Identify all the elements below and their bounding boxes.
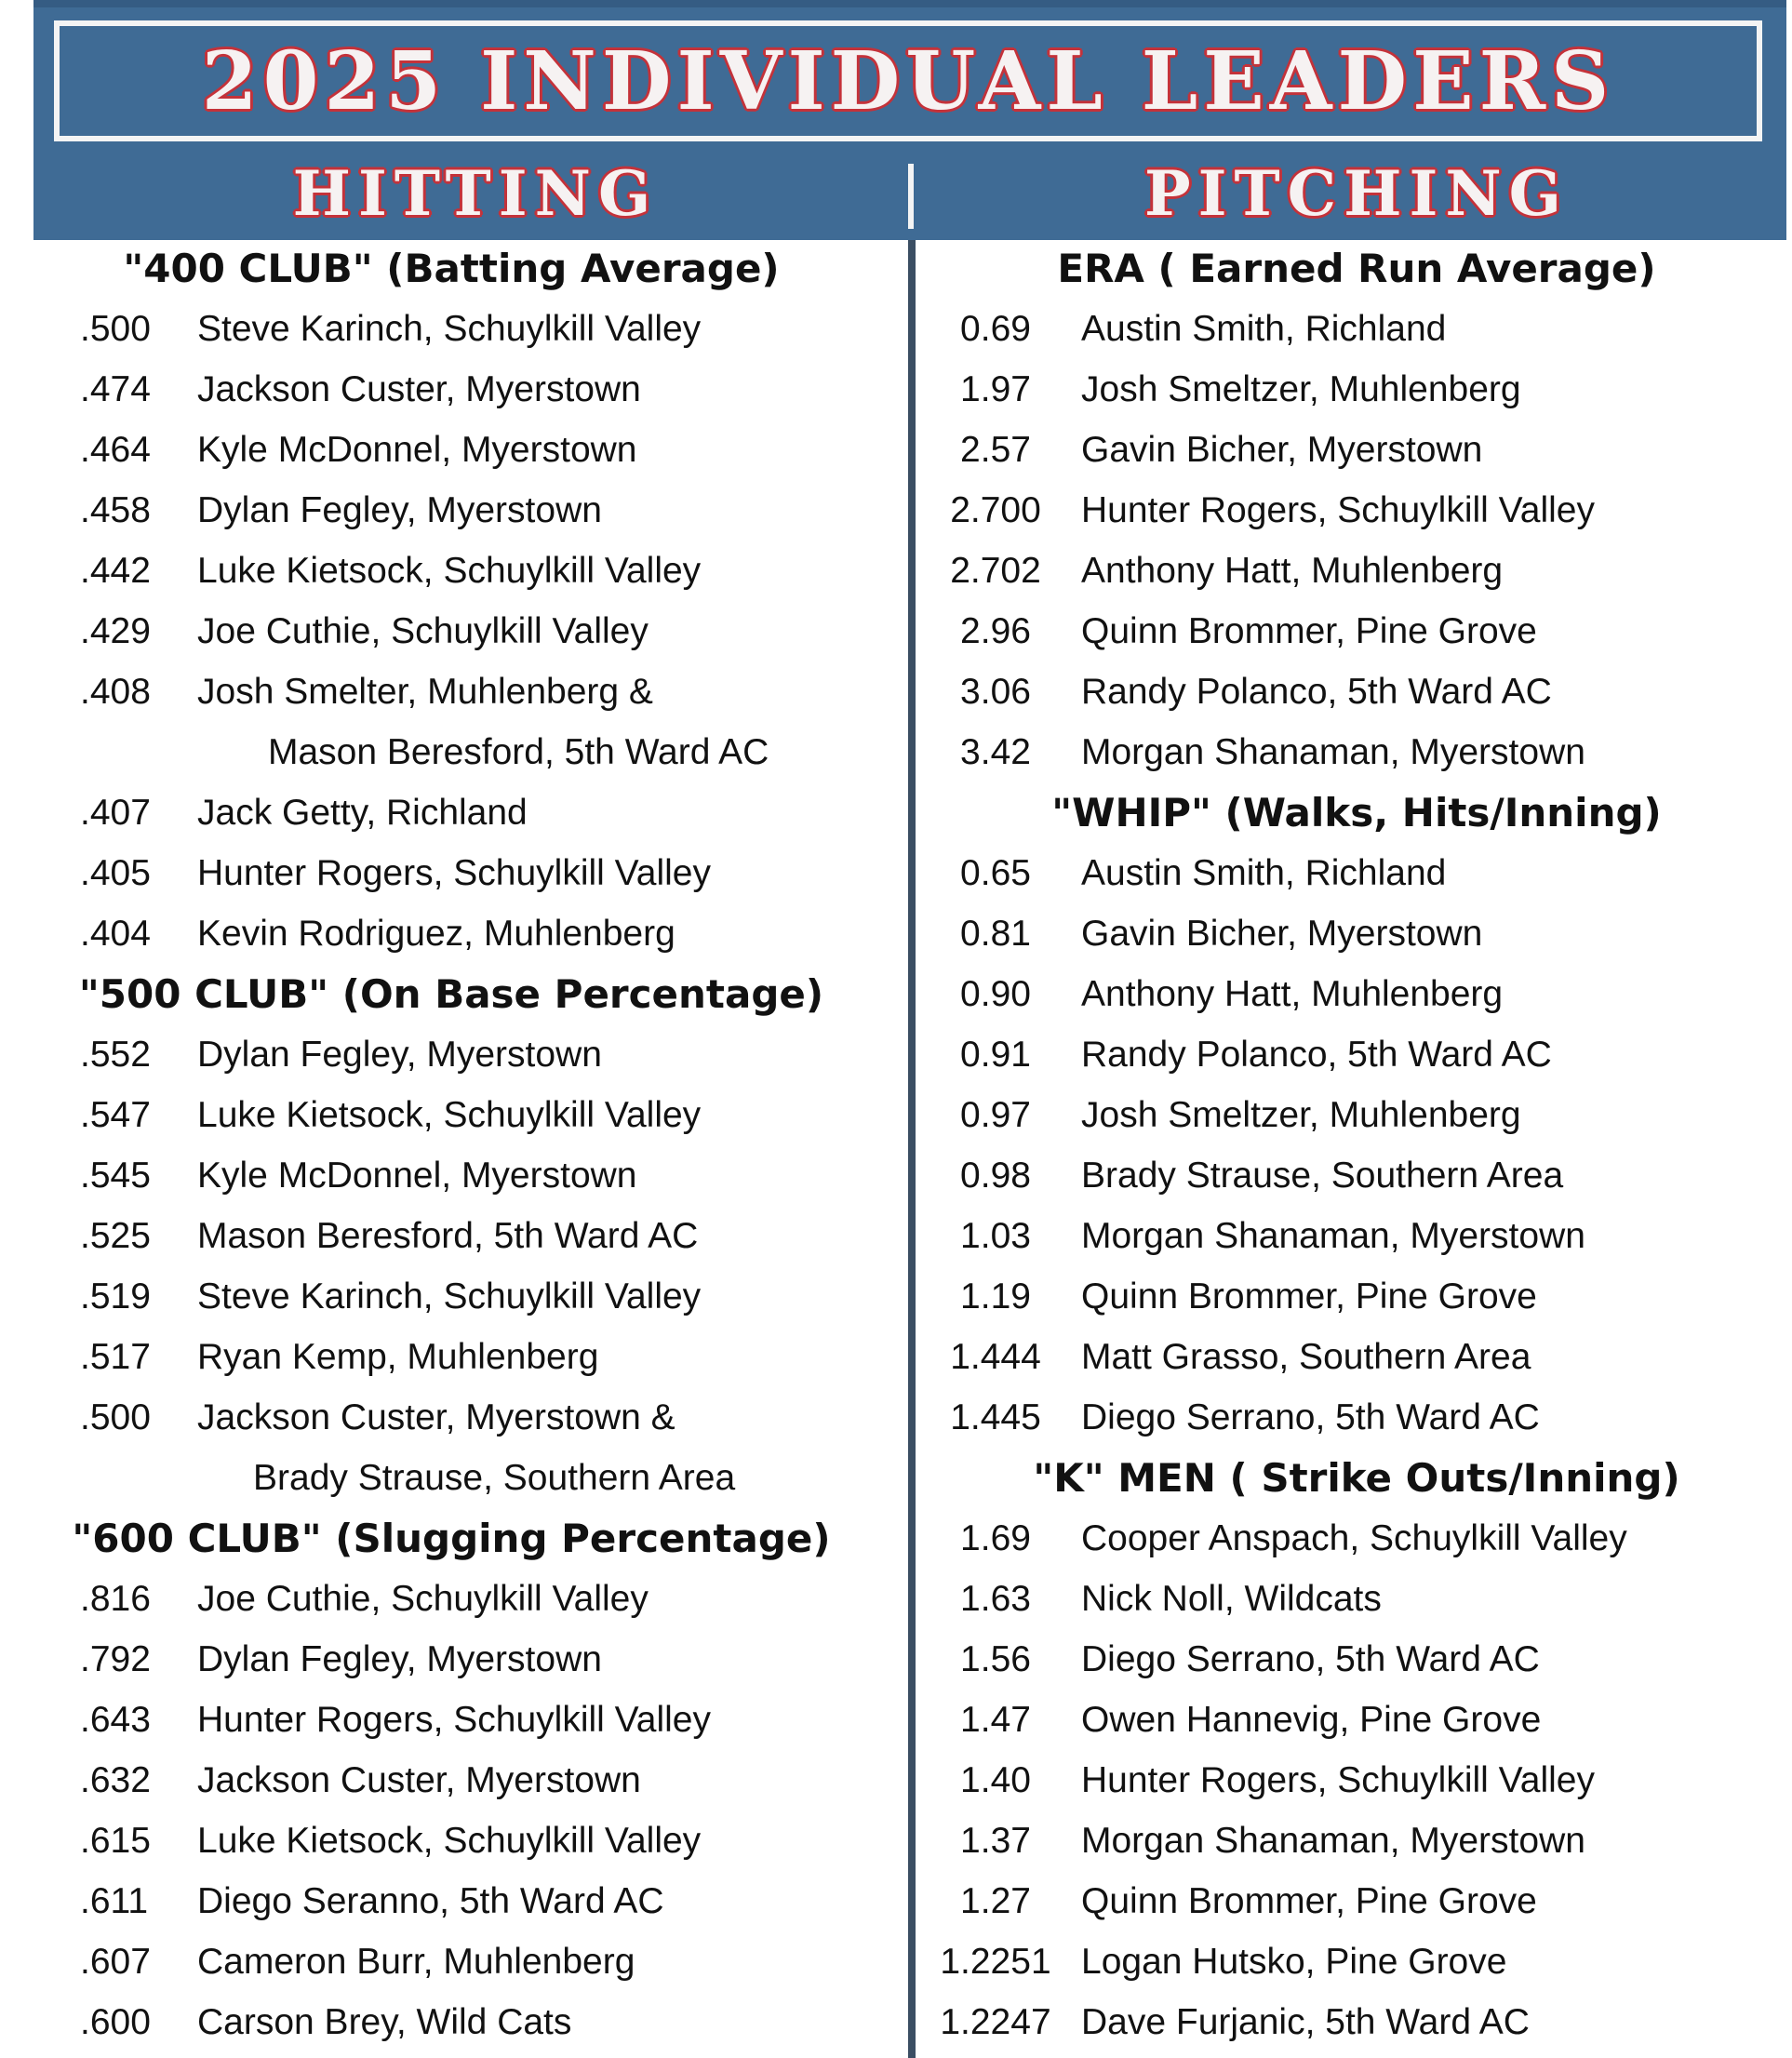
leader-row bbox=[921, 662, 1792, 722]
player-team: Joe Cuthie, Schuylkill Valley bbox=[197, 1579, 649, 1619]
leaders-list bbox=[921, 843, 1792, 1448]
leader-row bbox=[0, 1327, 903, 1387]
leader-row bbox=[0, 1024, 903, 1085]
player-team: Gavin Bicher, Myerstown bbox=[1081, 430, 1483, 470]
header-banner bbox=[33, 0, 1786, 240]
stat-value: 1.19 bbox=[960, 1276, 1031, 1316]
stat-value: .600 bbox=[80, 2002, 151, 2042]
stat-value: .464 bbox=[80, 430, 151, 470]
stat-value: 0.69 bbox=[960, 309, 1031, 349]
leader-row bbox=[0, 782, 903, 843]
heading-divider bbox=[908, 164, 914, 229]
leader-row bbox=[921, 1387, 1792, 1448]
stat-value: .408 bbox=[80, 672, 151, 712]
leader-row bbox=[921, 1024, 1792, 1085]
player-team: Brady Strause, Southern Area bbox=[1081, 1156, 1564, 1196]
stat-value: .500 bbox=[80, 309, 151, 349]
leader-row bbox=[0, 1690, 903, 1750]
player-team: Hunter Rogers, Schuylkill Valley bbox=[1081, 490, 1595, 530]
hitting-heading: HITTING bbox=[292, 157, 659, 230]
stat-value: 0.90 bbox=[960, 974, 1031, 1014]
tie-continuation: Mason Beresford, 5th Ward AC bbox=[268, 732, 769, 772]
leader-row bbox=[921, 1327, 1792, 1387]
stat-value: .792 bbox=[80, 1639, 151, 1679]
player-team: Randy Polanco, 5th Ward AC bbox=[1081, 672, 1552, 712]
leader-row bbox=[921, 1811, 1792, 1871]
leader-row bbox=[0, 843, 903, 903]
leader-row bbox=[921, 359, 1792, 420]
leader-row bbox=[0, 1871, 903, 1931]
player-team: Hunter Rogers, Schuylkill Valley bbox=[197, 1700, 711, 1740]
player-team: Diego Seranno, 5th Ward AC bbox=[197, 1881, 664, 1921]
player-team: Anthony Hatt, Muhlenberg bbox=[1081, 974, 1504, 1014]
page-title: 2025 INDIVIDUAL LEADERS bbox=[201, 33, 1615, 128]
stat-value: 0.98 bbox=[960, 1156, 1031, 1196]
leader-row bbox=[921, 299, 1792, 359]
stat-value: .545 bbox=[80, 1156, 151, 1196]
player-team: Jackson Custer, Myerstown & bbox=[197, 1397, 675, 1437]
leaders-list bbox=[0, 1024, 903, 1448]
tie-continuation: Brady Strause, Southern Area bbox=[253, 1458, 736, 1498]
leader-row bbox=[921, 722, 1792, 782]
stat-value: 1.56 bbox=[960, 1639, 1031, 1679]
leader-row bbox=[0, 299, 903, 359]
stat-value: .632 bbox=[80, 1760, 151, 1800]
player-team: Jackson Custer, Myerstown bbox=[197, 369, 641, 409]
leader-row bbox=[921, 1931, 1792, 1992]
leader-row bbox=[921, 843, 1792, 903]
stat-value: 3.06 bbox=[960, 672, 1031, 712]
leader-row bbox=[0, 1387, 903, 1448]
player-team: Carson Brey, Wild Cats bbox=[197, 2002, 572, 2042]
stat-value: 1.27 bbox=[960, 1881, 1031, 1921]
leader-row bbox=[0, 903, 903, 964]
leader-row bbox=[0, 1145, 903, 1206]
stat-value: 2.57 bbox=[960, 430, 1031, 470]
stat-value: .615 bbox=[80, 1821, 151, 1861]
player-team: Matt Grasso, Southern Area bbox=[1081, 1337, 1531, 1377]
stat-value: 2.700 bbox=[950, 490, 1041, 530]
player-team: Dave Furjanic, 5th Ward AC bbox=[1081, 2002, 1530, 2042]
stat-value: 1.2247 bbox=[940, 2002, 1051, 2042]
player-team: Austin Smith, Richland bbox=[1081, 309, 1447, 349]
player-team: Randy Polanco, 5th Ward AC bbox=[1081, 1035, 1552, 1075]
pitching-heading: PITCHING bbox=[1143, 157, 1570, 230]
stat-value: .607 bbox=[80, 1942, 151, 1982]
leader-row bbox=[0, 1992, 903, 2052]
banner-top-line bbox=[33, 0, 1786, 7]
stat-value: 0.91 bbox=[960, 1035, 1031, 1075]
stat-value: .500 bbox=[80, 1397, 151, 1437]
leader-row bbox=[921, 1508, 1792, 1569]
player-team: Luke Kietsock, Schuylkill Valley bbox=[197, 551, 702, 591]
column-divider bbox=[908, 240, 916, 2058]
leader-row bbox=[0, 1085, 903, 1145]
player-team: Cooper Anspach, Schuylkill Valley bbox=[1081, 1518, 1627, 1558]
player-team: Luke Kietsock, Schuylkill Valley bbox=[197, 1095, 702, 1135]
player-team: Quinn Brommer, Pine Grove bbox=[1081, 1881, 1537, 1921]
stat-value: .525 bbox=[80, 1216, 151, 1256]
stat-value: .458 bbox=[80, 490, 151, 530]
section-title-strikeouts: "K" MEN ( Strike Outs/Inning) bbox=[1033, 1455, 1680, 1501]
player-team: Josh Smeltzer, Muhlenberg bbox=[1081, 1095, 1521, 1135]
player-team: Kyle McDonnel, Myerstown bbox=[197, 1156, 637, 1196]
stat-value: .552 bbox=[80, 1035, 151, 1075]
player-team: Hunter Rogers, Schuylkill Valley bbox=[197, 853, 711, 893]
player-team: Nick Noll, Wildcats bbox=[1081, 1579, 1382, 1619]
stat-value: .442 bbox=[80, 551, 151, 591]
player-team: Josh Smeltzer, Muhlenberg bbox=[1081, 369, 1521, 409]
stat-value: 1.97 bbox=[960, 369, 1031, 409]
stat-value: .407 bbox=[80, 793, 151, 833]
leader-row bbox=[0, 480, 903, 541]
leader-row bbox=[921, 1992, 1792, 2052]
player-team: Austin Smith, Richland bbox=[1081, 853, 1447, 893]
stat-value: 0.65 bbox=[960, 853, 1031, 893]
leader-row bbox=[921, 1690, 1792, 1750]
stat-value: 0.97 bbox=[960, 1095, 1031, 1135]
leader-row bbox=[921, 601, 1792, 662]
player-team: Owen Hannevig, Pine Grove bbox=[1081, 1700, 1542, 1740]
leader-row bbox=[0, 1811, 903, 1871]
stat-value: 2.96 bbox=[960, 611, 1031, 651]
stat-value: 1.2251 bbox=[940, 1942, 1051, 1982]
stat-value: .404 bbox=[80, 914, 151, 954]
leaders-list bbox=[0, 299, 903, 722]
player-team: Hunter Rogers, Schuylkill Valley bbox=[1081, 1760, 1595, 1800]
stat-value: 3.42 bbox=[960, 732, 1031, 772]
stat-value: 1.47 bbox=[960, 1700, 1031, 1740]
leader-row bbox=[921, 420, 1792, 480]
section-title-slugging-percentage: "600 CLUB" (Slugging Percentage) bbox=[72, 1516, 831, 1561]
player-team: Steve Karinch, Schuylkill Valley bbox=[197, 309, 702, 349]
stat-value: .517 bbox=[80, 1337, 151, 1377]
section-title-whip: "WHIP" (Walks, Hits/Inning) bbox=[1051, 790, 1662, 835]
section-title-era: ERA ( Earned Run Average) bbox=[1057, 246, 1656, 291]
player-team: Josh Smelter, Muhlenberg & bbox=[197, 672, 653, 712]
stat-value: .405 bbox=[80, 853, 151, 893]
pitching-column bbox=[921, 238, 1792, 2052]
player-team: Morgan Shanaman, Myerstown bbox=[1081, 1821, 1585, 1861]
leader-row bbox=[0, 662, 903, 722]
player-team: Joe Cuthie, Schuylkill Valley bbox=[197, 611, 649, 651]
stat-value: .816 bbox=[80, 1579, 151, 1619]
stat-value: 1.63 bbox=[960, 1579, 1031, 1619]
player-team: Dylan Fegley, Myerstown bbox=[197, 1639, 602, 1679]
player-team: Diego Serrano, 5th Ward AC bbox=[1081, 1639, 1540, 1679]
leader-row bbox=[0, 1931, 903, 1992]
leader-row bbox=[921, 1750, 1792, 1811]
title-frame bbox=[54, 20, 1762, 141]
player-team: Morgan Shanaman, Myerstown bbox=[1081, 1216, 1585, 1256]
leader-row bbox=[921, 541, 1792, 601]
stat-value: .643 bbox=[80, 1700, 151, 1740]
stat-value: 1.444 bbox=[950, 1337, 1041, 1377]
leader-row bbox=[0, 541, 903, 601]
leaders-list bbox=[921, 299, 1792, 782]
leader-row bbox=[921, 1145, 1792, 1206]
player-team: Steve Karinch, Schuylkill Valley bbox=[197, 1276, 702, 1316]
player-team: Jack Getty, Richland bbox=[197, 793, 528, 833]
leader-row bbox=[0, 1206, 903, 1266]
stat-value: 1.03 bbox=[960, 1216, 1031, 1256]
player-team: Morgan Shanaman, Myerstown bbox=[1081, 732, 1585, 772]
player-team: Logan Hutsko, Pine Grove bbox=[1081, 1942, 1507, 1982]
leader-row bbox=[921, 1871, 1792, 1931]
leader-row bbox=[921, 1629, 1792, 1690]
stat-value: .429 bbox=[80, 611, 151, 651]
section-title-batting-average: "400 CLUB" (Batting Average) bbox=[123, 246, 780, 291]
leader-row bbox=[921, 964, 1792, 1024]
player-team: Quinn Brommer, Pine Grove bbox=[1081, 611, 1537, 651]
stat-value: .474 bbox=[80, 369, 151, 409]
stat-value: .519 bbox=[80, 1276, 151, 1316]
stat-value: .547 bbox=[80, 1095, 151, 1135]
hitting-column bbox=[0, 238, 903, 2052]
leader-row bbox=[921, 480, 1792, 541]
leader-row bbox=[921, 1085, 1792, 1145]
player-team: Gavin Bicher, Myerstown bbox=[1081, 914, 1483, 954]
leader-row bbox=[0, 601, 903, 662]
player-team: Jackson Custer, Myerstown bbox=[197, 1760, 641, 1800]
leader-row bbox=[0, 1569, 903, 1629]
stat-value: 1.445 bbox=[950, 1397, 1041, 1437]
stat-value: 2.702 bbox=[950, 551, 1041, 591]
player-team: Quinn Brommer, Pine Grove bbox=[1081, 1276, 1537, 1316]
leader-row bbox=[921, 1569, 1792, 1629]
leader-row bbox=[0, 359, 903, 420]
stat-value: 0.81 bbox=[960, 914, 1031, 954]
leaders-list bbox=[0, 782, 903, 964]
player-team: Kevin Rodriguez, Muhlenberg bbox=[197, 914, 675, 954]
stat-value: 1.69 bbox=[960, 1518, 1031, 1558]
section-title-on-base-percentage: "500 CLUB" (On Base Percentage) bbox=[78, 971, 824, 1017]
leaders-list bbox=[0, 1569, 903, 2052]
leader-row bbox=[0, 1629, 903, 1690]
player-team: Luke Kietsock, Schuylkill Valley bbox=[197, 1821, 702, 1861]
player-team: Anthony Hatt, Muhlenberg bbox=[1081, 551, 1504, 591]
player-team: Dylan Fegley, Myerstown bbox=[197, 490, 602, 530]
leader-row bbox=[0, 1266, 903, 1327]
stat-value: 1.37 bbox=[960, 1821, 1031, 1861]
player-team: Mason Beresford, 5th Ward AC bbox=[197, 1216, 699, 1256]
player-team: Diego Serrano, 5th Ward AC bbox=[1081, 1397, 1540, 1437]
stat-value: .611 bbox=[80, 1881, 149, 1921]
player-team: Cameron Burr, Muhlenberg bbox=[197, 1942, 635, 1982]
leader-row bbox=[0, 1750, 903, 1811]
leader-row bbox=[921, 1266, 1792, 1327]
leaders-list bbox=[921, 1508, 1792, 2052]
player-team: Kyle McDonnel, Myerstown bbox=[197, 430, 637, 470]
stat-value: 1.40 bbox=[960, 1760, 1031, 1800]
leader-row bbox=[921, 903, 1792, 964]
leader-row bbox=[0, 420, 903, 480]
player-team: Ryan Kemp, Muhlenberg bbox=[197, 1337, 599, 1377]
player-team: Dylan Fegley, Myerstown bbox=[197, 1035, 602, 1075]
leader-row bbox=[921, 1206, 1792, 1266]
